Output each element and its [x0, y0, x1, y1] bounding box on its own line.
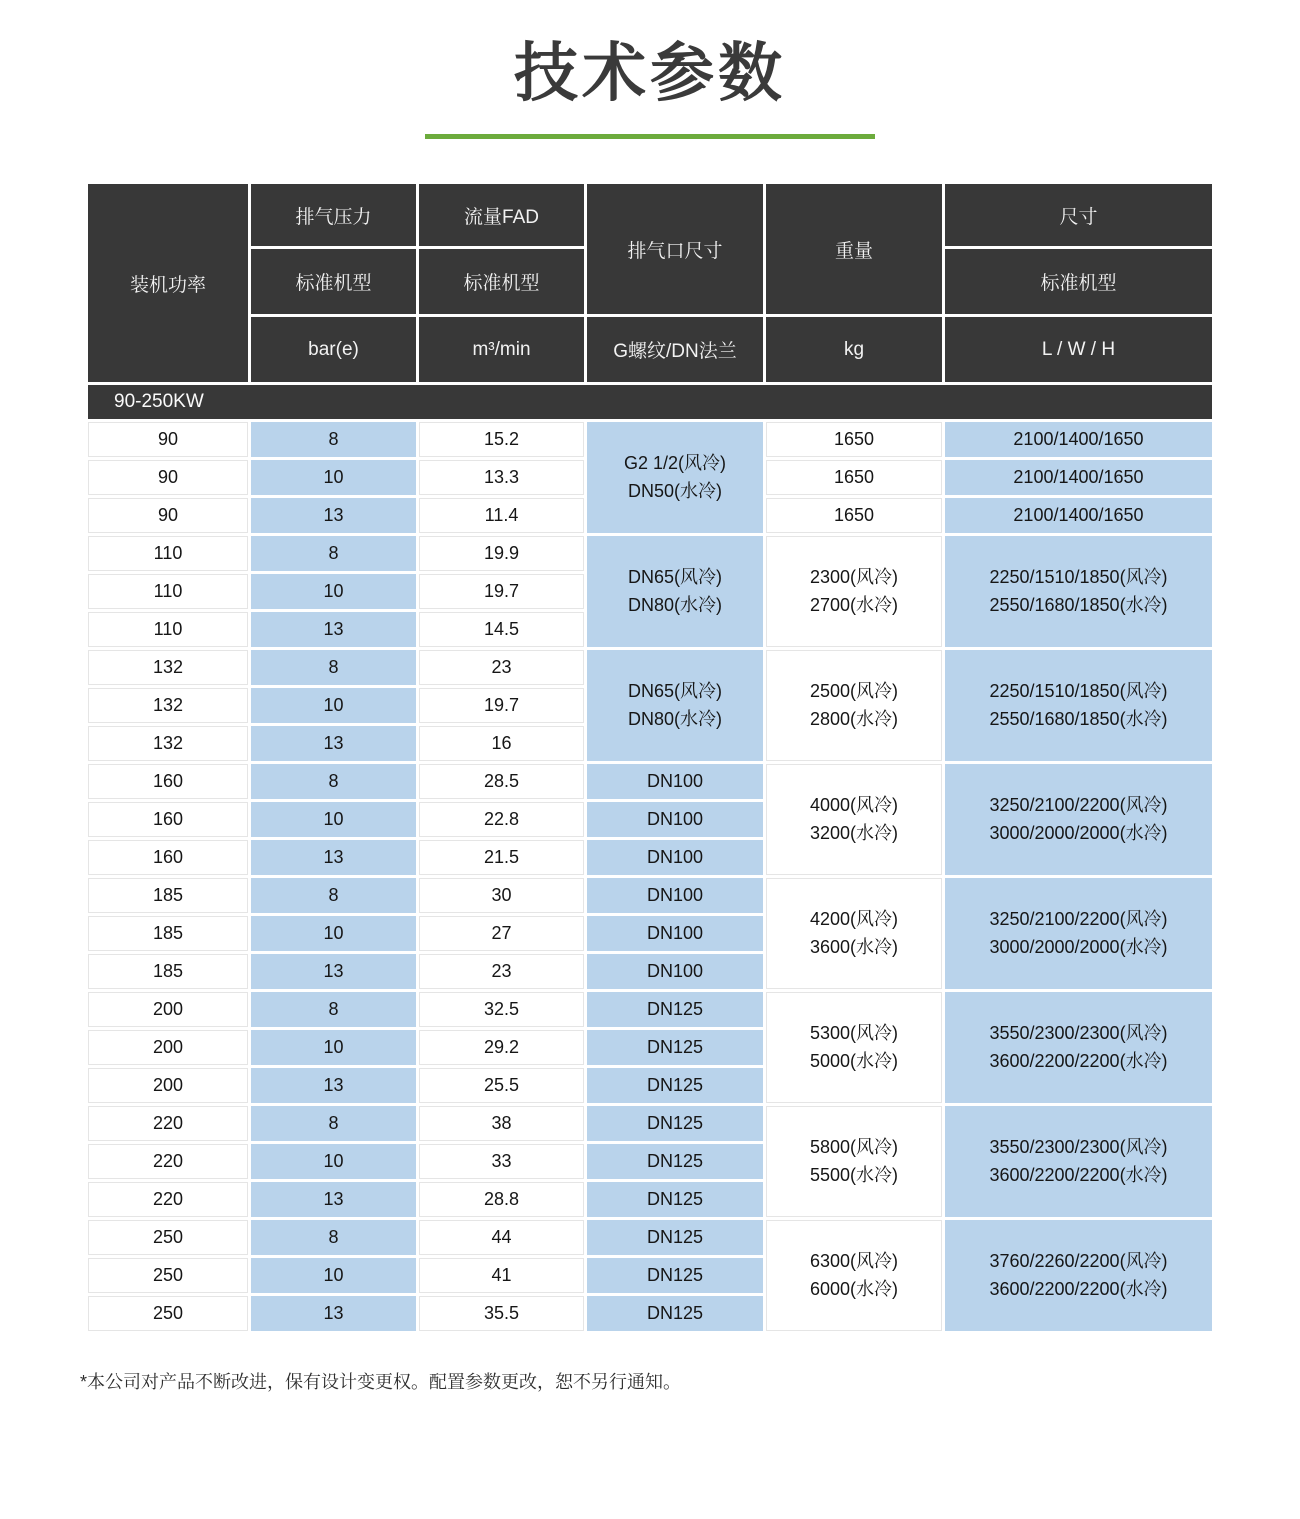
table-row — [88, 878, 1212, 913]
cell-power: 110 — [88, 574, 248, 609]
cell-power: 185 — [88, 916, 248, 951]
header-row-1 — [88, 184, 1212, 246]
cell-weight: 1650 — [766, 422, 942, 457]
cell-outlet: DN100 — [587, 954, 763, 989]
cell-weight: 2300(风冷) 2700(水冷) — [766, 536, 942, 647]
cell-flow: 19.9 — [419, 536, 584, 571]
cell-flow: 41 — [419, 1258, 584, 1293]
header-weight-unit: kg — [766, 317, 942, 382]
cell-power: 90 — [88, 498, 248, 533]
table-row — [88, 1106, 1212, 1141]
cell-weight: 6300(风冷) 6000(水冷) — [766, 1220, 942, 1331]
cell-dims: 2250/1510/1850(风冷) 2550/1680/1850(水冷) — [945, 650, 1212, 761]
cell-power: 110 — [88, 612, 248, 647]
cell-outlet: DN125 — [587, 1220, 763, 1255]
cell-weight: 5300(风冷) 5000(水冷) — [766, 992, 942, 1103]
cell-outlet: DN125 — [587, 1106, 763, 1141]
cell-flow: 29.2 — [419, 1030, 584, 1065]
cell-outlet: DN100 — [587, 840, 763, 875]
cell-outlet: DN100 — [587, 802, 763, 837]
cell-weight: 4000(风冷) 3200(水冷) — [766, 764, 942, 875]
cell-power: 250 — [88, 1220, 248, 1255]
cell-flow: 23 — [419, 650, 584, 685]
cell-outlet: DN125 — [587, 1258, 763, 1293]
cell-flow: 27 — [419, 916, 584, 951]
cell-flow: 30 — [419, 878, 584, 913]
section-row — [88, 385, 1212, 419]
cell-power: 250 — [88, 1296, 248, 1331]
cell-dims: 2100/1400/1650 — [945, 498, 1212, 533]
page — [0, 22, 1300, 1394]
header-flow-model: 标准机型 — [419, 249, 584, 314]
cell-pressure: 13 — [251, 612, 416, 647]
cell-pressure: 13 — [251, 1296, 416, 1331]
cell-dims: 3760/2260/2200(风冷) 3600/2200/2200(水冷) — [945, 1220, 1212, 1331]
cell-flow: 33 — [419, 1144, 584, 1179]
cell-pressure: 13 — [251, 1182, 416, 1217]
cell-outlet: DN125 — [587, 1182, 763, 1217]
cell-weight: 5800(风冷) 5500(水冷) — [766, 1106, 942, 1217]
cell-power: 200 — [88, 992, 248, 1027]
cell-flow: 35.5 — [419, 1296, 584, 1331]
table-row — [88, 650, 1212, 685]
header-dims-title: 尺寸 — [945, 184, 1212, 246]
footnote: *本公司对产品不断改进，保有设计变更权。配置参数更改，恕不另行通知。 — [80, 1372, 682, 1392]
header-outlet-title: 排气口尺寸 — [587, 184, 763, 314]
cell-pressure: 13 — [251, 726, 416, 761]
header-dims-unit: L / W / H — [945, 317, 1212, 382]
cell-flow: 23 — [419, 954, 584, 989]
cell-outlet: G2 1/2(风冷) DN50(水冷) — [587, 422, 763, 533]
cell-power: 200 — [88, 1030, 248, 1065]
cell-power: 160 — [88, 764, 248, 799]
cell-flow: 28.5 — [419, 764, 584, 799]
cell-pressure: 13 — [251, 1068, 416, 1103]
header-power: 装机功率 — [88, 184, 248, 382]
section-label: 90-250KW — [88, 385, 1212, 419]
cell-pressure: 8 — [251, 878, 416, 913]
table-row — [88, 422, 1212, 457]
cell-flow: 13.3 — [419, 460, 584, 495]
cell-outlet: DN100 — [587, 916, 763, 951]
cell-outlet: DN65(风冷) DN80(水冷) — [587, 650, 763, 761]
cell-flow: 14.5 — [419, 612, 584, 647]
cell-outlet: DN125 — [587, 1068, 763, 1103]
title-underline — [425, 134, 875, 139]
cell-flow: 19.7 — [419, 688, 584, 723]
header-flow-title: 流量FAD — [419, 184, 584, 246]
cell-outlet: DN125 — [587, 1296, 763, 1331]
cell-pressure: 10 — [251, 1258, 416, 1293]
header-flow-unit: m³/min — [419, 317, 584, 382]
cell-power: 110 — [88, 536, 248, 571]
cell-dims: 2100/1400/1650 — [945, 460, 1212, 495]
cell-power: 185 — [88, 878, 248, 913]
header-row-3 — [88, 317, 1212, 382]
cell-pressure: 10 — [251, 1144, 416, 1179]
cell-dims: 3250/2100/2200(风冷) 3000/2000/2000(水冷) — [945, 878, 1212, 989]
cell-power: 160 — [88, 840, 248, 875]
cell-weight: 4200(风冷) 3600(水冷) — [766, 878, 942, 989]
cell-power: 132 — [88, 726, 248, 761]
cell-dims: 3550/2300/2300(风冷) 3600/2200/2200(水冷) — [945, 1106, 1212, 1217]
cell-power: 200 — [88, 1068, 248, 1103]
cell-power: 220 — [88, 1182, 248, 1217]
cell-pressure: 10 — [251, 802, 416, 837]
cell-power: 220 — [88, 1144, 248, 1179]
header-pressure-title: 排气压力 — [251, 184, 416, 246]
cell-flow: 16 — [419, 726, 584, 761]
cell-outlet: DN125 — [587, 1144, 763, 1179]
cell-pressure: 10 — [251, 460, 416, 495]
cell-weight: 1650 — [766, 498, 942, 533]
cell-outlet: DN125 — [587, 1030, 763, 1065]
cell-flow: 28.8 — [419, 1182, 584, 1217]
cell-flow: 44 — [419, 1220, 584, 1255]
cell-flow: 38 — [419, 1106, 584, 1141]
cell-outlet: DN100 — [587, 764, 763, 799]
cell-dims: 3550/2300/2300(风冷) 3600/2200/2200(水冷) — [945, 992, 1212, 1103]
cell-dims: 2100/1400/1650 — [945, 422, 1212, 457]
cell-flow: 19.7 — [419, 574, 584, 609]
cell-power: 220 — [88, 1106, 248, 1141]
cell-outlet: DN100 — [587, 878, 763, 913]
cell-power: 132 — [88, 688, 248, 723]
cell-flow: 22.8 — [419, 802, 584, 837]
cell-pressure: 10 — [251, 1030, 416, 1065]
cell-power: 90 — [88, 460, 248, 495]
spec-table — [85, 181, 1215, 1334]
cell-pressure: 13 — [251, 840, 416, 875]
table-row — [88, 1220, 1212, 1255]
cell-pressure: 8 — [251, 650, 416, 685]
table-row — [88, 764, 1212, 799]
cell-pressure: 8 — [251, 1220, 416, 1255]
header-pressure-unit: bar(e) — [251, 317, 416, 382]
cell-pressure: 10 — [251, 688, 416, 723]
table-row — [88, 992, 1212, 1027]
cell-power: 250 — [88, 1258, 248, 1293]
table-body — [88, 385, 1212, 1331]
cell-flow: 21.5 — [419, 840, 584, 875]
cell-flow: 11.4 — [419, 498, 584, 533]
cell-power: 132 — [88, 650, 248, 685]
cell-pressure: 10 — [251, 916, 416, 951]
cell-outlet: DN125 — [587, 992, 763, 1027]
cell-outlet: DN65(风冷) DN80(水冷) — [587, 536, 763, 647]
table-row — [88, 536, 1212, 571]
page-title: 技术参数 — [514, 37, 786, 109]
header-dims-model: 标准机型 — [945, 249, 1212, 314]
cell-power: 90 — [88, 422, 248, 457]
cell-pressure: 8 — [251, 992, 416, 1027]
cell-pressure: 8 — [251, 536, 416, 571]
cell-dims: 3250/2100/2200(风冷) 3000/2000/2000(水冷) — [945, 764, 1212, 875]
cell-power: 185 — [88, 954, 248, 989]
cell-weight: 1650 — [766, 460, 942, 495]
cell-pressure: 8 — [251, 1106, 416, 1141]
header-outlet-unit: G螺纹/DN法兰 — [587, 317, 763, 382]
cell-flow: 32.5 — [419, 992, 584, 1027]
cell-pressure: 10 — [251, 574, 416, 609]
header-weight-title: 重量 — [766, 184, 942, 314]
cell-weight: 2500(风冷) 2800(水冷) — [766, 650, 942, 761]
cell-flow: 15.2 — [419, 422, 584, 457]
cell-pressure: 8 — [251, 422, 416, 457]
cell-pressure: 13 — [251, 498, 416, 533]
cell-dims: 2250/1510/1850(风冷) 2550/1680/1850(水冷) — [945, 536, 1212, 647]
cell-pressure: 13 — [251, 954, 416, 989]
table-header — [88, 184, 1212, 382]
header-pressure-model: 标准机型 — [251, 249, 416, 314]
cell-flow: 25.5 — [419, 1068, 584, 1103]
cell-pressure: 8 — [251, 764, 416, 799]
cell-power: 160 — [88, 802, 248, 837]
